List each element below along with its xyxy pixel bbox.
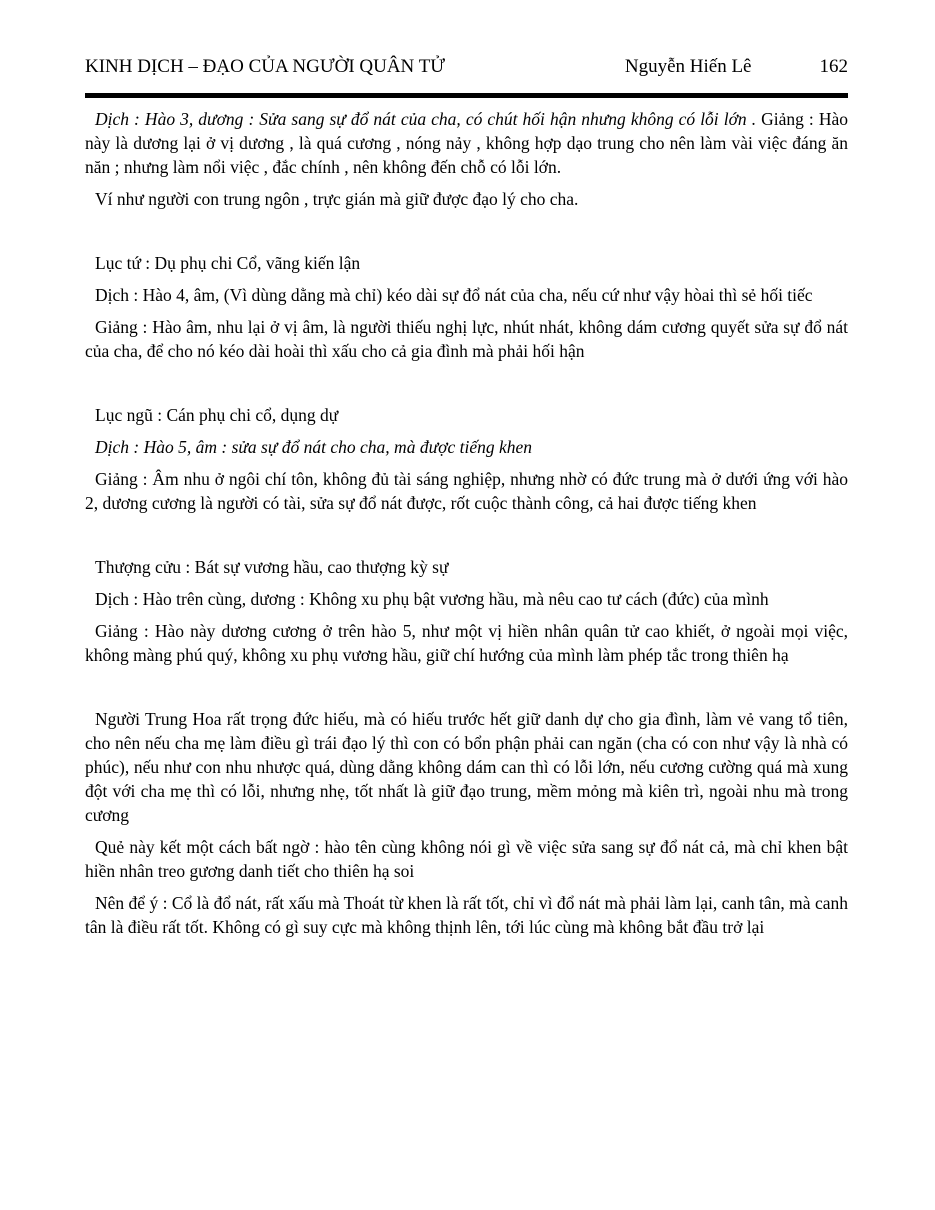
text-run: Dịch : Hào trên cùng, dương : Không xu phụ bật vương hầu, mà nêu cao tư cách (đức) của mình: [95, 589, 769, 609]
text-run: Lục ngũ : Cán phụ chi cổ, dụng dự: [95, 405, 339, 425]
page-number: 162: [819, 56, 848, 77]
text-run: Dịch : Hào 3, dương : Sửa sang sự đổ nát của cha, có chút hối hận nhưng không có lỗi lớn .: [95, 109, 757, 129]
text-run: Thượng cửu : Bát sự vương hầu, cao thượng kỳ sự: [95, 557, 449, 577]
book-title: KINH DỊCH – ĐẠO CỦA NGƯỜI QUÂN TỬ: [85, 56, 446, 77]
text-run: Dịch : Hào 4, âm, (Vì dùng dằng mà chỉ) kéo dài sự đổ nát của cha, nếu cứ như vậy hòai thì sẻ hối tiếc: [95, 285, 813, 305]
text-run: Giảng : Hào âm, nhu lại ở vị âm, là người thiếu nghị lực, nhút nhát, không dám cương quyết sửa sự đổ nát của cha, để cho nó kéo dài hoài thì xấu cho cả gia đình mà phải hối hận: [85, 317, 848, 361]
paragraph-nen-de-y: [85, 891, 848, 939]
paragraph-que-nay-ket: [85, 835, 848, 883]
paragraph-dich-hao-3: [85, 107, 848, 179]
paragraph-dich-hao-4: [85, 283, 848, 307]
text-run: Ví như người con trung ngôn , trực gián mà giữ được đạo lý cho cha.: [95, 189, 579, 209]
text-run: Lục tứ : Dụ phụ chi Cổ, vãng kiến lận: [95, 253, 361, 273]
text-run: Giảng : Âm nhu ở ngôi chí tôn, không đủ tài sáng nghiệp, nhưng nhờ có đức trung mà ở dưới ứng với hào 2, dương cương là người có tài, sửa sự đổ nát được, rốt cuộc thành công, cả hai được tiếng khen: [85, 469, 848, 513]
text-run: Dịch : Hào 5, âm : sửa sự đổ nát cho cha, mà được tiếng khen: [95, 437, 532, 457]
text-run: Người Trung Hoa rất trọng đức hiếu, mà có hiếu trước hết giữ danh dự cho gia đình, làm vẻ vang tổ tiên, cho nên nếu cha mẹ làm điều gì trái đạo lý thì con có bổn phận phải can ngăn (cha có con như vậy là nhà có phúc), nếu như con nhu nhược quá, dùng dằng không dám can thì có lỗi lớn, nếu cương cường quá mà xung đột với cha mẹ thì có lỗi, nhưng nhẹ, tốt nhất là giữ đạo trung, mềm mỏng mà kiên trì, ngoài nhu mà trong cương: [85, 709, 848, 825]
paragraph-luc-ngu: [85, 403, 848, 427]
text-run: Nên để ý : Cổ là đổ nát, rất xấu mà Thoát từ khen là rất tốt, chỉ vì đổ nát mà phải làm lại, canh tân, mà canh tân là điều rất tốt. Không có gì suy cực mà không thịnh lên, tới lúc cùng mà không bắt đầu trở lại: [85, 893, 848, 937]
text-run: Quẻ này kết một cách bất ngờ : hào tên cùng không nói gì về việc sửa sang sự đổ nát cả, mà chỉ khen bật hiền nhân treo gương danh tiết cho thiên hạ soi: [85, 837, 848, 881]
paragraph-dich-hao-5: [85, 435, 848, 459]
page-header: [0, 0, 935, 79]
text-run: Giảng : Hào này dương cương ở trên hào 5, như một vị hiền nhân quân tử cao khiết, ở ngoài mọi việc, không màng phú quý, không xu phụ vương hầu, giữ chí hướng của mình làm phép tắc trong thiên hạ: [85, 621, 848, 665]
paragraph-dich-hao-tren-cung: [85, 587, 848, 611]
paragraph-luc-tu: [85, 251, 848, 275]
page-content: [0, 98, 935, 939]
author-name: Nguyễn Hiến Lê: [624, 56, 752, 77]
text-run: Giảng : Hào này là dương lại ở vị dương , là quá cương , nóng nảy , không hợp dạo trung cho nên làm vài việc đáng ăn năn ; nhưng làm nổi việc , đắc chính , nên không đến chỗ có lỗi lớn.: [85, 109, 848, 177]
paragraph-giang-hao-5: [85, 467, 848, 515]
paragraph-giang-hao-4: [85, 315, 848, 363]
paragraph-nguoi-trung-hoa: [85, 707, 848, 827]
paragraph-thuong-cuu: [85, 555, 848, 579]
paragraph-giang-hao-tren-cung: [85, 619, 848, 667]
paragraph-vi-nhu: [85, 187, 848, 211]
